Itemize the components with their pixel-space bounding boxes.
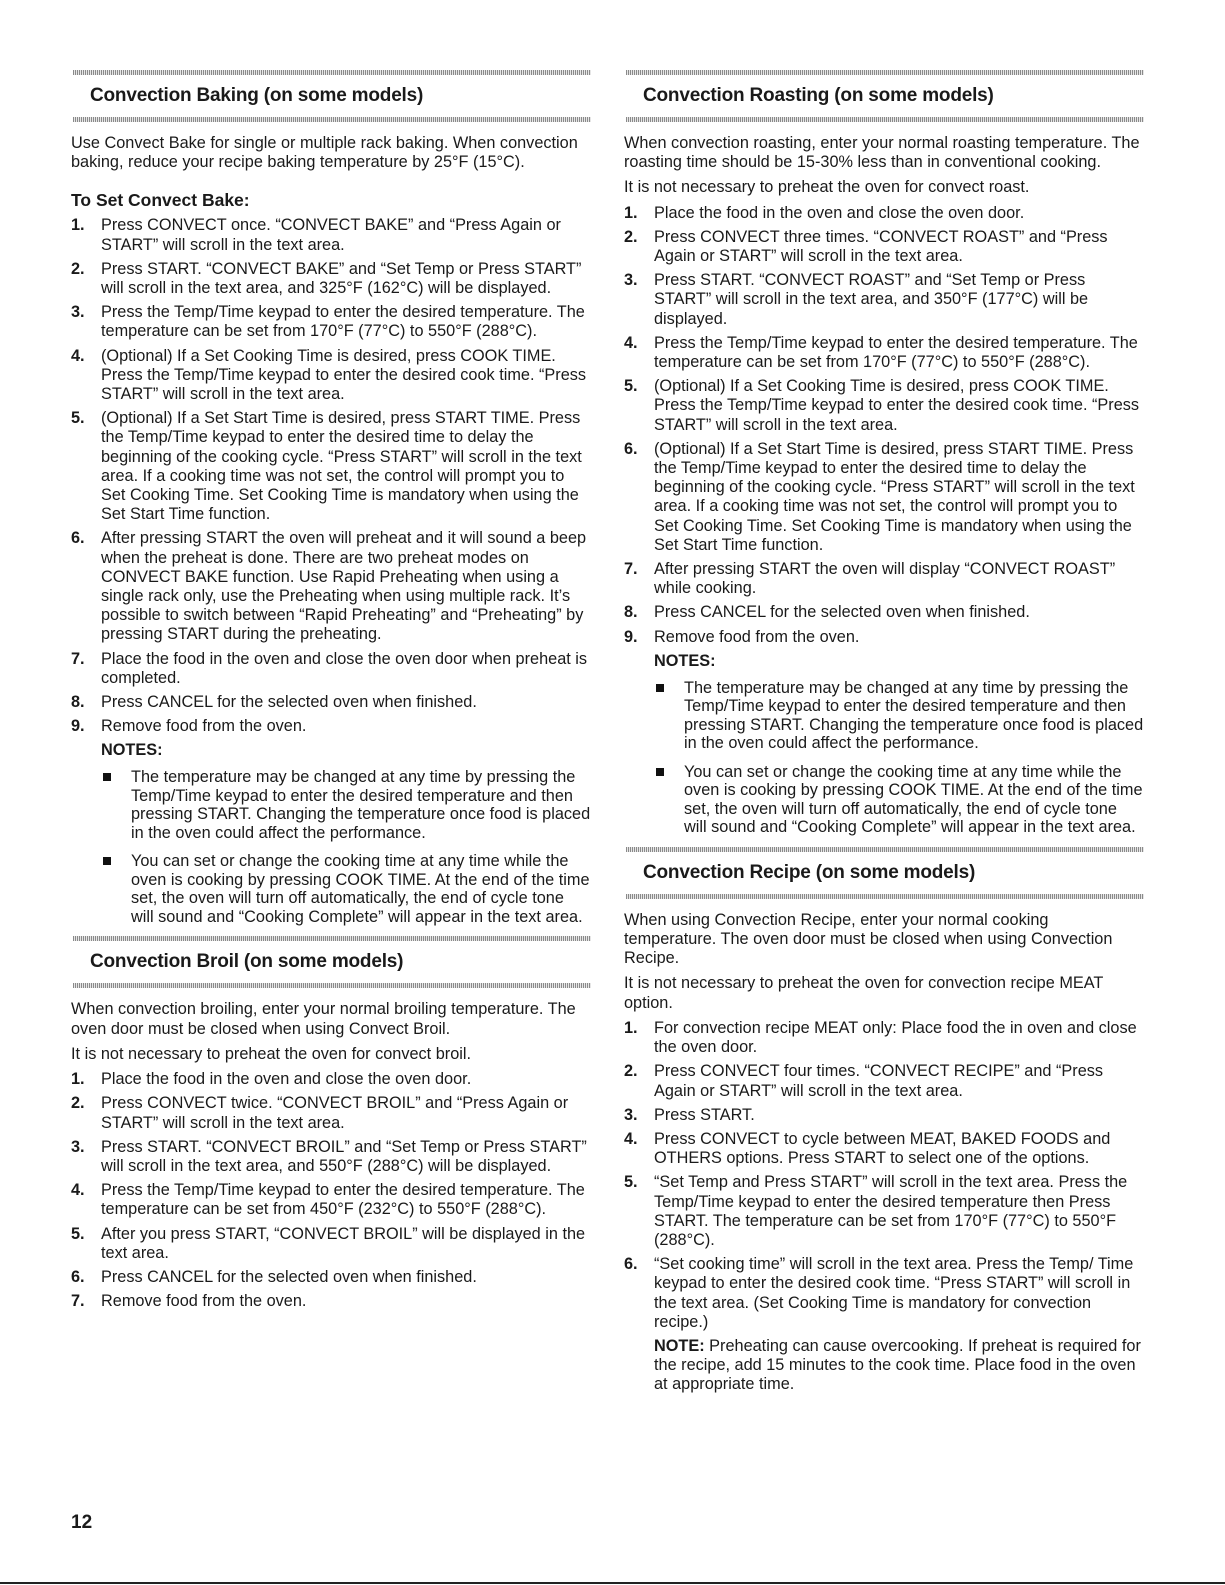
step-number: 2. — [624, 1062, 638, 1081]
intro-paragraph: It is not necessary to preheat the oven for convect broil. — [71, 1044, 472, 1063]
note-item — [101, 852, 591, 926]
page-bottom-border — [0, 1582, 1225, 1584]
square-bullet-icon — [103, 857, 111, 865]
step-number: 8. — [624, 603, 638, 622]
step-item — [71, 717, 591, 736]
step-text: After pressing START the oven will display “CONVECT ROAST” while cooking. — [654, 560, 1116, 598]
step-item — [624, 377, 1144, 435]
step-item — [71, 529, 591, 644]
step-number: 6. — [624, 1255, 638, 1274]
step-number: 3. — [71, 303, 85, 322]
step-text: After pressing START the oven will preheat and it will sound a beep when the preheat is done. There are two preheat modes on CONVECT BAKE function. Use Rapid Preheating when using a single rack only, use the Preheating when using multiple rack. It’s possible to switch between “Rapid Preheating” and “Preheating” by pressing START during the preheating. — [101, 529, 587, 644]
note-text: You can set or change the cooking time at any time while the oven is cooking by pressing COOK TIME. At the end of the time set, the oven will turn off automatically, the end of cycle tone will sound and “Cooking Complete” will appear in the text area. — [131, 852, 590, 926]
step-item — [624, 603, 1144, 622]
section-divider — [73, 70, 591, 75]
step-text: Press CONVECT four times. “CONVECT RECIPE” and “Press Again or START” will scroll in the text area. — [654, 1062, 1104, 1100]
step-item — [624, 628, 1144, 647]
step-item — [624, 1255, 1144, 1332]
step-number: 1. — [624, 1018, 638, 1037]
step-number: 9. — [624, 627, 638, 646]
step-text: Press CANCEL for the selected oven when finished. — [101, 1267, 477, 1286]
step-text: (Optional) If a Set Cooking Time is desired, press COOK TIME. Press the Temp/Time keypad to enter the desired cook time. “Press START” will scroll in the text area. — [654, 377, 1140, 434]
step-number: 7. — [71, 1292, 85, 1311]
page-number: 12 — [71, 1512, 93, 1533]
note-text: You can set or change the cooking time at any time while the oven is cooking by pressing COOK TIME. At the end of the time set, the oven will turn off automatically, the end of cycle tone will sound and “Cooking Complete” will appear in the text area. — [684, 762, 1143, 837]
step-item — [71, 347, 591, 405]
step-item — [71, 216, 591, 254]
step-number: 4. — [624, 333, 638, 352]
recipe-note — [624, 1337, 1144, 1395]
step-text: Place the food in the oven and close the oven door. — [101, 1070, 472, 1089]
square-bullet-icon — [656, 768, 664, 776]
step-number: 5. — [624, 377, 638, 396]
step-number: 7. — [71, 649, 85, 668]
note-item — [654, 679, 1144, 753]
left-column — [71, 70, 591, 1316]
note-item — [654, 763, 1144, 837]
steps-list — [71, 1070, 591, 1311]
right-column — [624, 70, 1144, 1395]
step-number: 5. — [71, 1224, 85, 1243]
step-number: 6. — [71, 1267, 85, 1286]
step-text: Press CANCEL for the selected oven when finished. — [654, 603, 1030, 622]
step-number: 1. — [71, 216, 85, 235]
intro-paragraph: When using Convection Recipe, enter your normal cooking temperature. The oven door must be closed when using Convection Recipe. — [624, 910, 1113, 968]
step-item — [71, 1070, 591, 1089]
step-item — [71, 1292, 591, 1311]
step-item — [624, 440, 1144, 555]
subheading: To Set Convect Bake: — [71, 190, 250, 211]
section-divider — [73, 936, 591, 941]
step-number: 2. — [71, 1094, 85, 1113]
step-text: Press CONVECT twice. “CONVECT BROIL” and “Press Again or START” will scroll in the text area. — [101, 1094, 569, 1132]
step-number: 4. — [71, 346, 85, 365]
step-item — [624, 1106, 1144, 1125]
step-number: 2. — [71, 259, 85, 278]
step-text: Press CONVECT to cycle between MEAT, BAKED FOODS and OTHERS options. Press START to select one of the options. — [654, 1129, 1111, 1168]
step-text: “Set Temp and Press START” will scroll in the text area. Press the Temp/Time keypad to enter the desired temperature then Press START. The temperature can be set from 170°F (77°C) to 550°F (288°C). — [654, 1173, 1128, 1249]
step-number: 4. — [624, 1129, 638, 1148]
notes-list — [71, 768, 591, 926]
step-text: Place the food in the oven and close the oven door when preheat is completed. — [101, 649, 588, 687]
step-number: 3. — [624, 271, 638, 290]
step-number: 5. — [71, 409, 85, 428]
step-text: Press CANCEL for the selected oven when finished. — [101, 693, 477, 712]
square-bullet-icon — [103, 773, 111, 781]
intro-paragraph: Use Convect Bake for single or multiple rack baking. When convection baking, reduce your recipe baking temperature by 25°F (15°C). — [71, 134, 578, 172]
step-item — [71, 1225, 591, 1263]
intro-paragraph: When convection roasting, enter your normal roasting temperature. The roasting time should be 15-30% less than in conventional cooking. — [624, 134, 1140, 172]
square-bullet-icon — [656, 684, 664, 692]
step-text: Press START. — [654, 1105, 755, 1124]
step-text: Place the food in the oven and close the oven door. — [654, 203, 1025, 222]
note-text: The temperature may be changed at any time by pressing the Temp/Time keypad to enter the desired temperature and then pressing START. Changing the temperature once food is placed in the oven could affect the performance. — [684, 678, 1144, 753]
step-item — [624, 204, 1144, 223]
step-text: (Optional) If a Set Cooking Time is desired, press COOK TIME. Press the Temp/Time keypad to enter the desired cook time. “Press START” will scroll in the text area. — [101, 346, 587, 404]
step-text: For convection recipe MEAT only: Place food the in oven and close the oven door. — [654, 1018, 1137, 1057]
step-item — [71, 303, 591, 341]
section-title: Convection Recipe (on some models) — [643, 861, 976, 883]
step-number: 3. — [624, 1105, 638, 1124]
step-text: “Set cooking time” will scroll in the text area. Press the Temp/ Time keypad to enter the desired cook time. “Press START” will scroll in the text area. (Set Cooking Time is mandatory for convection recipe.) — [654, 1255, 1134, 1331]
step-number: 8. — [71, 693, 85, 712]
section-divider — [626, 70, 1144, 75]
step-text: Press the Temp/Time keypad to enter the desired temperature. The temperature can be set from 170°F (77°C) to 550°F (288°C). — [101, 303, 585, 341]
step-text: Press CONVECT once. “CONVECT BAKE” and “Press Again or START” will scroll in the text area. — [101, 216, 561, 254]
step-number: 6. — [624, 439, 638, 458]
step-item — [624, 1062, 1144, 1100]
step-number: 1. — [71, 1070, 85, 1089]
step-text: Press START. “CONVECT BAKE” and “Set Temp or Press START” will scroll in the text area, and 325°F (162°C) will be displayed. — [101, 259, 582, 298]
intro-paragraph: It is not necessary to preheat the oven for convect roast. — [624, 178, 1030, 197]
step-item — [71, 693, 591, 712]
section-convection-roasting — [624, 70, 1144, 837]
section-divider — [73, 983, 591, 988]
section-title: Convection Baking (on some models) — [90, 85, 424, 106]
step-number: 3. — [71, 1137, 85, 1156]
step-item — [71, 650, 591, 688]
notes-heading: NOTES: — [101, 741, 163, 760]
step-item — [624, 1173, 1144, 1250]
step-text: Remove food from the oven. — [101, 717, 307, 736]
note-text: Preheating can cause overcooking. If preheat is required for the recipe, add 15 minutes to the cook time. Place food in the oven at appropriate time. — [654, 1336, 1141, 1394]
step-item — [71, 409, 591, 524]
section-divider — [626, 847, 1144, 852]
step-item — [71, 1094, 591, 1132]
step-number: 7. — [624, 560, 638, 579]
step-item — [624, 334, 1144, 372]
section-convection-recipe — [624, 847, 1144, 1395]
step-text: After you press START, “CONVECT BROIL” will be displayed in the text area. — [101, 1224, 586, 1262]
section-divider — [626, 894, 1144, 899]
intro-paragraph: When convection broiling, enter your normal broiling temperature. The oven door must be closed when using Convect Broil. — [71, 1000, 576, 1038]
step-item — [624, 228, 1144, 266]
step-number: 6. — [71, 529, 85, 548]
step-text: Remove food from the oven. — [101, 1292, 307, 1311]
step-text: Press START. “CONVECT BROIL” and “Set Temp or Press START” will scroll in the text area, and 550°F (288°C) will be displayed. — [101, 1137, 587, 1175]
section-convection-baking — [71, 70, 591, 926]
step-text: Press the Temp/Time keypad to enter the desired temperature. The temperature can be set from 170°F (77°C) to 550°F (288°C). — [654, 333, 1138, 372]
step-item — [71, 1138, 591, 1176]
step-item — [71, 1268, 591, 1287]
notes-list — [624, 679, 1144, 837]
section-divider — [73, 117, 591, 122]
steps-list — [624, 1019, 1144, 1332]
section-convection-broil — [71, 936, 591, 1311]
steps-list — [624, 204, 1144, 647]
section-title: Convection Roasting (on some models) — [643, 85, 994, 106]
section-title: Convection Broil (on some models) — [90, 951, 404, 973]
step-item — [624, 1019, 1144, 1057]
step-number: 4. — [71, 1181, 85, 1200]
step-text: Press the Temp/Time keypad to enter the desired temperature. The temperature can be set from 450°F (232°C) to 550°F (288°C). — [101, 1181, 585, 1219]
step-item — [624, 560, 1144, 598]
step-text: (Optional) If a Set Start Time is desired, press START TIME. Press the Temp/Time keypad to enter the desired time to delay the beginning of the cooking cycle. “Press START” will scroll in the text area. If a cooking time was not set, the control will prompt you to Set Cooking Time. Set Cooking Time is mandatory when using the Set Start Time function. — [101, 409, 582, 524]
step-text: Press START. “CONVECT ROAST” and “Set Temp or Press START” will scroll in the text area, and 350°F (177°C) will be displayed. — [654, 271, 1089, 328]
step-number: 2. — [624, 227, 638, 246]
step-item — [71, 260, 591, 298]
step-text: Remove food from the oven. — [654, 627, 860, 646]
step-text: Press CONVECT three times. “CONVECT ROAST” and “Press Again or START” will scroll in the text area. — [654, 227, 1108, 266]
section-divider — [626, 117, 1144, 122]
step-text: (Optional) If a Set Start Time is desired, press START TIME. Press the Temp/Time keypad to enter the desired time to delay the beginning of the cooking cycle. “Press START” will scroll in the text area. If a cooking time was not set, the control will prompt you to Set Cooking Time. Set Cooking Time is mandatory when using the Set Start Time function. — [654, 439, 1135, 554]
step-item — [624, 1130, 1144, 1168]
step-item — [624, 271, 1144, 329]
note-label: NOTE: — [654, 1336, 705, 1355]
note-item — [101, 768, 591, 842]
step-number: 5. — [624, 1173, 638, 1192]
step-item — [71, 1181, 591, 1219]
step-number: 1. — [624, 203, 638, 222]
note-text: The temperature may be changed at any time by pressing the Temp/Time keypad to enter the desired temperature and then pressing START. Changing the temperature once food is placed in the oven could affect the performance. — [131, 768, 591, 842]
steps-list — [71, 216, 591, 736]
notes-heading: NOTES: — [654, 651, 716, 670]
step-number: 9. — [71, 717, 85, 736]
intro-paragraph: It is not necessary to preheat the oven for convection recipe MEAT option. — [624, 974, 1104, 1012]
